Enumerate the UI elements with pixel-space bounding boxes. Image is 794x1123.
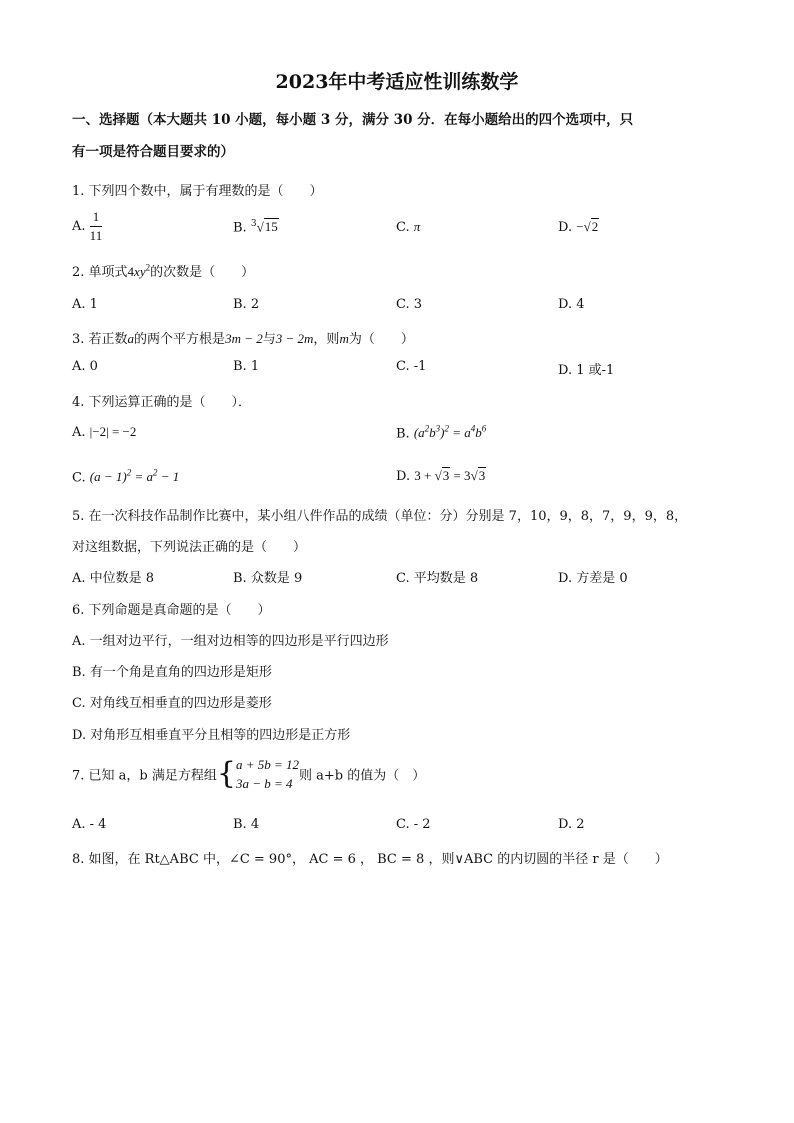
q1-a-numerator: 1 xyxy=(90,208,103,227)
q2-stem xyxy=(72,261,254,280)
section-heading-line2: 有一项是符合题目要求的） xyxy=(72,144,234,160)
q6-option-b: B. 有一个角是直角的四边形是矩形 xyxy=(72,665,272,680)
q7-stem-pre: 7. 已知 a，b 满足方程组 xyxy=(72,768,217,784)
q1-a-denominator: 11 xyxy=(89,228,103,243)
q1-d-label: D. xyxy=(558,220,573,235)
q4-c-expr: $(a - 1)^2 = a^2 - 1$ xyxy=(89,468,180,485)
q1-a-fraction xyxy=(90,208,103,245)
q1-d-radicand: 2 xyxy=(591,219,599,234)
q5-stem-line2: 对这组数据，下列说法正确的是（ ） xyxy=(72,540,307,555)
q1-option-a xyxy=(72,208,102,245)
q7-option-a: A. - 4 xyxy=(72,817,107,832)
q7-eq1: a + 5b = 12 xyxy=(235,757,300,772)
q4-a-expr: |−2| = −2 xyxy=(89,424,137,439)
q5-stem-line1: 5. 在一次科技作品制作比赛中，某小组八件作品的成绩（单位：分）分别是 7，10，9，8，7，9，9，8， xyxy=(72,509,688,524)
q3-expr1: 3m − 2 xyxy=(225,331,263,346)
q4-b-label: B. xyxy=(396,426,410,442)
q3-option-a: A. 0 xyxy=(72,359,98,374)
q3-expr2: 3 − 2m xyxy=(275,331,314,346)
q5-option-b: B. 众数是 9 xyxy=(233,571,303,586)
q1-b-index: 3 xyxy=(250,219,257,229)
q3-option-c: C. -1 xyxy=(396,359,427,374)
q4-stem: 4. 下列运算正确的是（ ）． xyxy=(72,395,252,410)
q1-c-label: C. xyxy=(396,220,410,235)
q1-c-pi: π xyxy=(413,219,421,234)
page-title: 2023年中考适应性训练数学 xyxy=(275,71,519,93)
q1-option-b xyxy=(233,219,279,235)
q2-coef: 4 xyxy=(127,264,135,279)
q4-d-label: D. xyxy=(396,469,411,484)
q3-var-a: a xyxy=(127,331,135,346)
q7-stem-post: 则 a+b 的值为（ ） xyxy=(299,768,426,784)
q2-var: xy xyxy=(134,264,146,279)
q7-brace: { xyxy=(216,756,236,791)
q2-option-a: A. 1 xyxy=(72,297,98,312)
q4-option-c xyxy=(72,468,179,485)
q1-option-d: D. −√2 xyxy=(558,219,599,235)
q3-option-b: B. 1 xyxy=(233,359,260,374)
q7-option-d: D. 2 xyxy=(558,817,585,832)
q3-stem xyxy=(72,328,414,347)
q1-b-cube-root: $^3$√15 xyxy=(250,219,278,235)
q3-stem-mid2: 与 xyxy=(262,332,276,347)
q2-stem-pre: 2. 单项式 xyxy=(72,265,128,280)
q6-option-c: C. 对角线互相垂直的四边形是菱形 xyxy=(72,696,272,711)
q8-stem: 8. 如图，在 Rt△ABC 中，∠C = 90°， AC = 6 ， BC = 8 ，则∨ABC 的内切圆的半径 r 是（ ） xyxy=(72,852,668,867)
q2-option-c: C. 3 xyxy=(396,297,423,312)
q2-stem-post: 的次数是（ ） xyxy=(150,265,255,280)
q4-a-label: A. xyxy=(72,425,86,440)
q3-option-d: D. 1 或-1 xyxy=(558,363,615,378)
q7-stem xyxy=(72,755,425,793)
q1-a-label: A. xyxy=(72,219,86,234)
q4-b-expr: $(a^2b^3)^2 = a^4b^6$ xyxy=(413,424,487,441)
q7-system xyxy=(236,755,299,793)
q1-b-label: B. xyxy=(233,220,247,236)
q4-d-expr: 3 + √3 = 3√3 xyxy=(414,468,486,483)
q1-option-c xyxy=(396,219,420,235)
q7-option-c: C. - 2 xyxy=(396,817,431,832)
q7-option-b: B. 4 xyxy=(233,817,260,832)
q2-exp: 2 xyxy=(145,262,151,273)
q7-eq2: 3a − b = 4 xyxy=(235,776,293,791)
q3-stem-pre: 3. 若正数 xyxy=(72,332,128,347)
q6-option-d: D. 对角形互相垂直平分且相等的四边形是正方形 xyxy=(72,728,351,743)
q4-option-d xyxy=(396,468,486,484)
q6-option-a: A. 一组对边平行，一组对边相等的四边形是平行四边形 xyxy=(72,634,389,649)
q1-b-radicand: 15 xyxy=(264,219,278,235)
q3-stem-post: 为（ ） xyxy=(348,332,414,347)
q3-stem-mid1: 的两个平方根是 xyxy=(134,332,226,347)
q6-stem: 6. 下列命题是真命题的是（ ） xyxy=(72,603,271,618)
q5-option-d: D. 方差是 0 xyxy=(558,571,628,586)
q4-option-a xyxy=(72,424,136,440)
q3-stem-mid3: ，则 xyxy=(313,332,340,347)
q4-c-label: C. xyxy=(72,470,86,486)
q5-option-c: C. 平均数是 8 xyxy=(396,571,479,586)
q5-option-a: A. 中位数是 8 xyxy=(72,571,155,586)
q2-option-b: B. 2 xyxy=(233,297,260,312)
q1-d-sign: − xyxy=(576,219,584,234)
section-heading-line1: 一、选择题（本大题共 10 小题，每小题 3 分，满分 30 分．在每小题给出的四个选项中，只 xyxy=(72,112,634,128)
q4-option-b xyxy=(396,424,486,441)
q3-var-m: m xyxy=(339,331,349,346)
q1-stem: 1. 下列四个数中，属于有理数的是（ ） xyxy=(72,184,323,199)
q2-option-d: D. 4 xyxy=(558,297,585,312)
